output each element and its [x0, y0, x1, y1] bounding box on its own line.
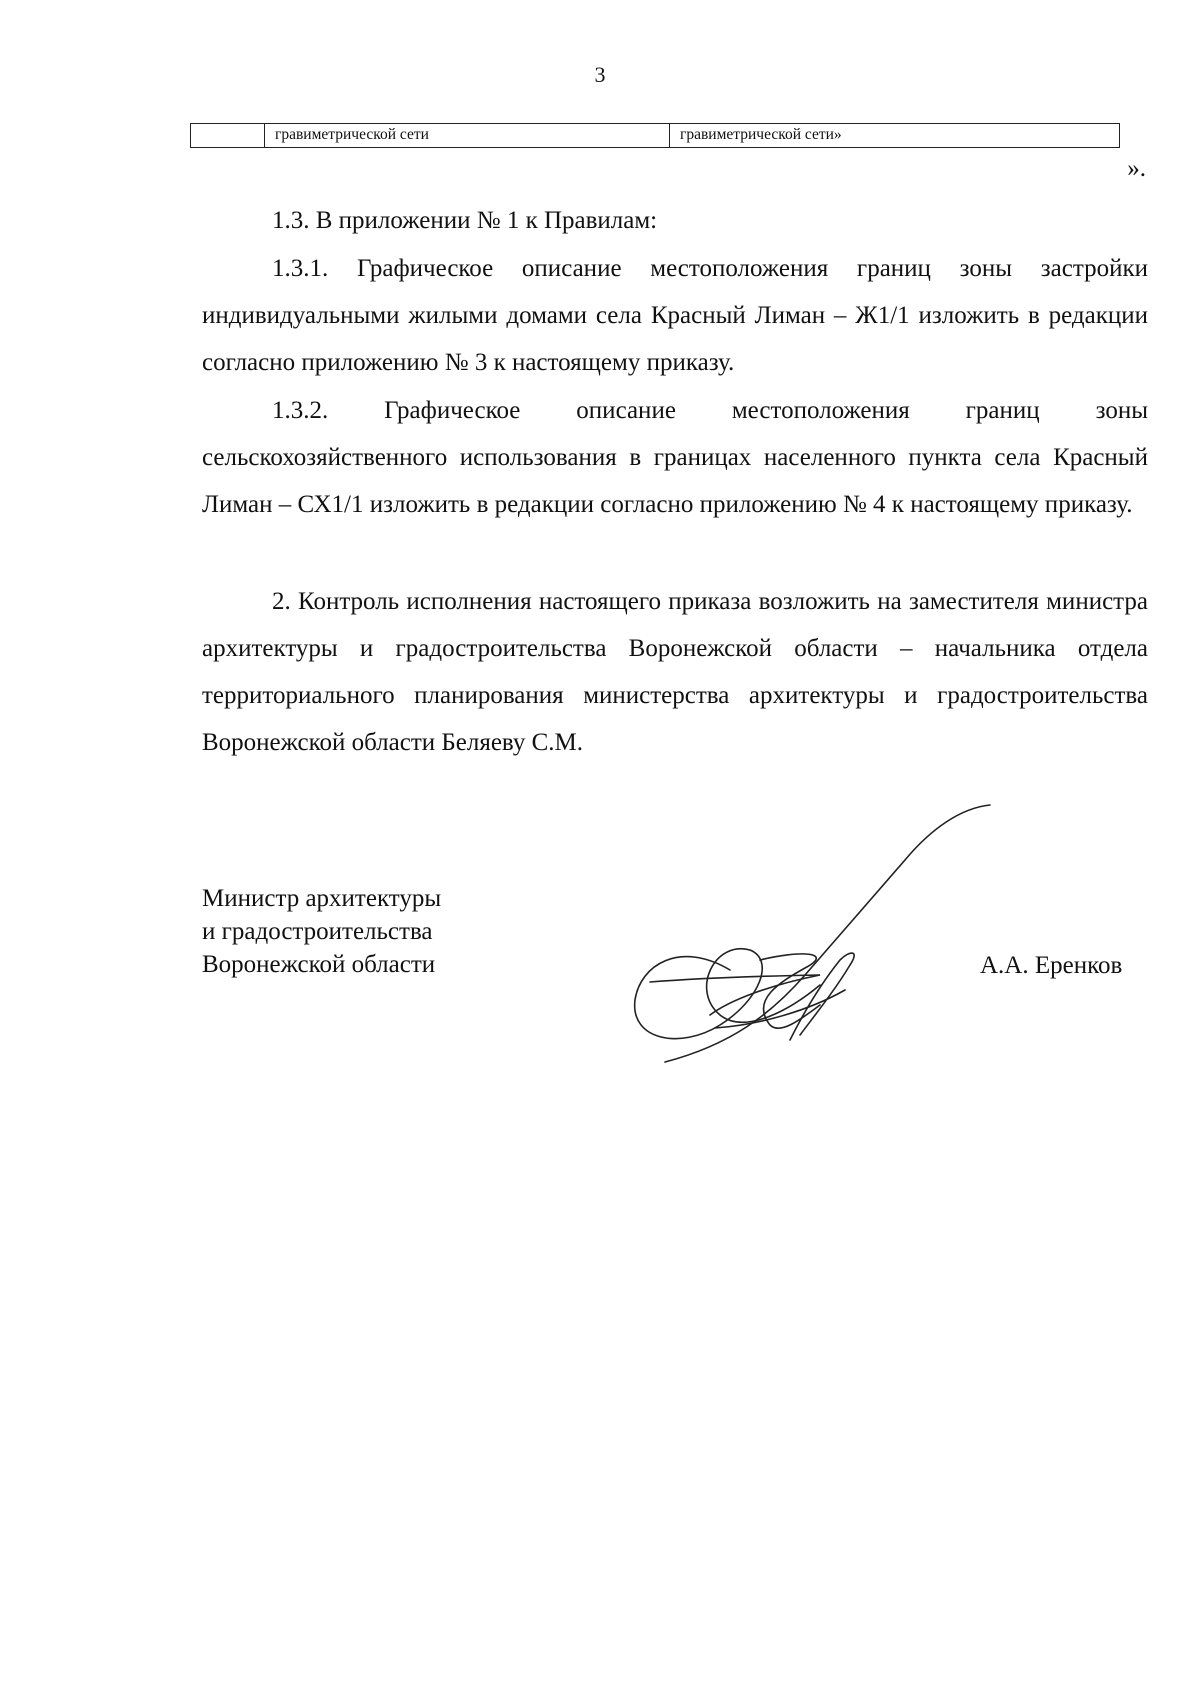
table-row — [190, 123, 1120, 148]
paragraph-1-3-2: 1.3.2. Графическое описание местоположения границ зоны сельскохозяйственного использования в границах населенного пункта села Красный Лиман – СХ1/1 изложить в редакции согласно приложению № 4 к настоящему приказу. — [202, 397, 1148, 518]
signatory-name: А.А. Еренков — [980, 952, 1123, 979]
paragraph-1-3-1: 1.3.1. Графическое описание местоположения границ зоны застройки индивидуальными жилыми домами села Красный Лиман – Ж1/1 изложить в редакции согласно приложению № 3 к настоящему приказу. — [202, 255, 1148, 376]
paragraph-1-3: 1.3. В приложении № 1 к Правилам: — [272, 207, 658, 234]
table-cell-new-text: гравиметрической сети» — [680, 126, 842, 143]
table-cell-old-text: гравиметрической сети — [265, 124, 670, 147]
signatory-title-line: Воронежской области — [202, 951, 436, 978]
handwritten-signature — [620, 800, 1000, 1070]
signatory-title-line: и градостроительства — [202, 918, 433, 945]
paragraph-2: 2. Контроль исполнения настоящего приказа возложить на заместителя министра архитектуры и градостроительства Воронежской области – начальника отдела территориального планирования министерства архитектуры и градостроительства Воронежской области Беляеву С.М. — [202, 588, 1148, 756]
table-cell-number — [191, 124, 265, 147]
page-number: 3 — [594, 62, 606, 87]
signatory-title — [202, 882, 441, 981]
closing-quote: ». — [1127, 155, 1146, 182]
signatory-title-line: Министр архитектуры — [202, 885, 442, 912]
